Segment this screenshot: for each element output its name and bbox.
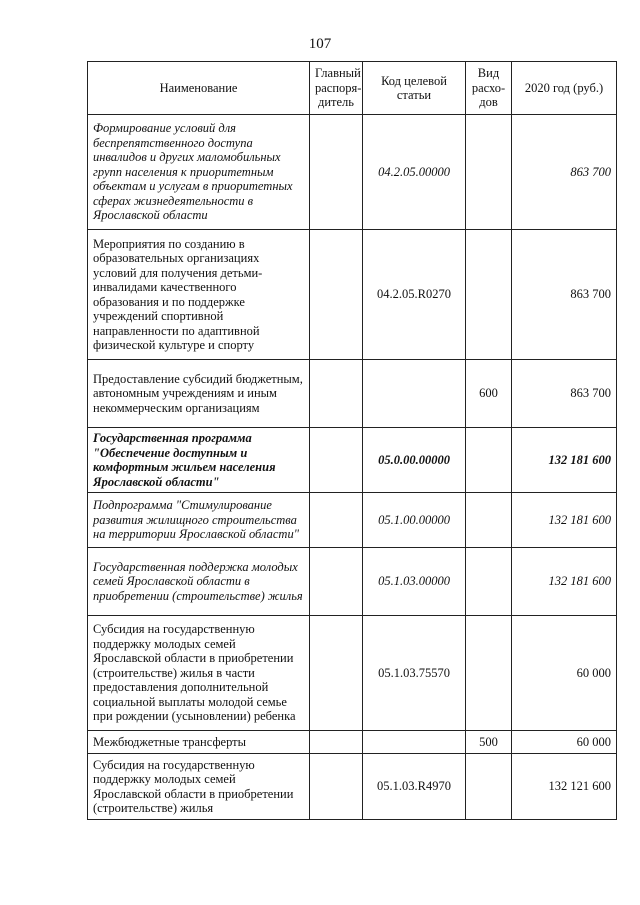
row-kind: 600 [466,360,512,428]
row-kind [466,115,512,230]
row-admin [310,115,363,230]
row-admin [310,428,363,493]
row-kind [466,428,512,493]
header-name: Наименование [88,62,310,115]
table-header [88,62,617,115]
row-kind [466,754,512,820]
row-admin [310,616,363,731]
row-kind [466,548,512,616]
row-code: 04.2.05.00000 [363,115,466,230]
budget-table [87,61,617,820]
row-name: Государственная программа "Обеспечение доступным и комфортным жильем населения Ярославской области" [88,428,310,493]
table-row [88,616,617,731]
page-number: 107 [308,36,332,52]
row-name: Субсидия на государственную поддержку молодых семей Ярославской области в приобретении (строительстве) жилья [88,754,310,820]
row-amount: 60 000 [512,731,617,754]
header-admin: Главный распоря-дитель [310,62,363,115]
row-admin [310,754,363,820]
table-row [88,360,617,428]
row-kind [466,493,512,548]
row-amount: 863 700 [512,230,617,360]
row-code: 05.1.03.00000 [363,548,466,616]
row-name: Межбюджетные трансферты [88,731,310,754]
row-amount: 863 700 [512,360,617,428]
header-kind: Вид расхо-дов [466,62,512,115]
row-name: Предоставление субсидий бюджетным, автономным учреждениям и иным некоммерческим организациям [88,360,310,428]
row-name: Субсидия на государственную поддержку молодых семей Ярославской области в приобретении (строительстве) жилья в части предоставления дополнительной социальной выплаты молодой семье при рождении (усыновлении) ребенка [88,616,310,731]
row-code: 05.0.00.00000 [363,428,466,493]
header-code: Код целевой статьи [363,62,466,115]
row-amount: 132 181 600 [512,428,617,493]
row-code: 05.1.00.00000 [363,493,466,548]
row-kind: 500 [466,731,512,754]
row-code [363,360,466,428]
table-row [88,428,617,493]
table-row [88,115,617,230]
table-row [88,754,617,820]
row-amount: 132 121 600 [512,754,617,820]
row-kind [466,616,512,731]
row-kind [466,230,512,360]
row-code: 05.1.03.R4970 [363,754,466,820]
row-admin [310,360,363,428]
row-admin [310,548,363,616]
table-row [88,548,617,616]
row-amount: 863 700 [512,115,617,230]
header-row [88,62,617,115]
row-code [363,731,466,754]
row-amount: 60 000 [512,616,617,731]
row-code: 05.1.03.75570 [363,616,466,731]
table-row [88,731,617,754]
table-body [88,115,617,820]
row-amount: 132 181 600 [512,548,617,616]
table-row [88,493,617,548]
row-admin [310,230,363,360]
header-amount: 2020 год (руб.) [512,62,617,115]
row-amount: 132 181 600 [512,493,617,548]
row-name: Формирование условий для беспрепятственного доступа инвалидов и других маломобильных групп населения к приоритетным объектам и услугам в приоритетных сферах жизнедеятельности в Ярославской области [88,115,310,230]
row-name: Государственная поддержка молодых семей Ярославской области в приобретении (строительстве) жилья [88,548,310,616]
row-admin [310,493,363,548]
row-code: 04.2.05.R0270 [363,230,466,360]
table-row [88,230,617,360]
row-name: Мероприятия по созданию в образовательных организациях условий для получения детьми-инвалидами качественного образования и по поддержке учреждений спортивной направленности по адаптивной физической культуре и спорту [88,230,310,360]
row-admin [310,731,363,754]
row-name: Подпрограмма "Стимулирование развития жилищного строительства на территории Ярославской области" [88,493,310,548]
